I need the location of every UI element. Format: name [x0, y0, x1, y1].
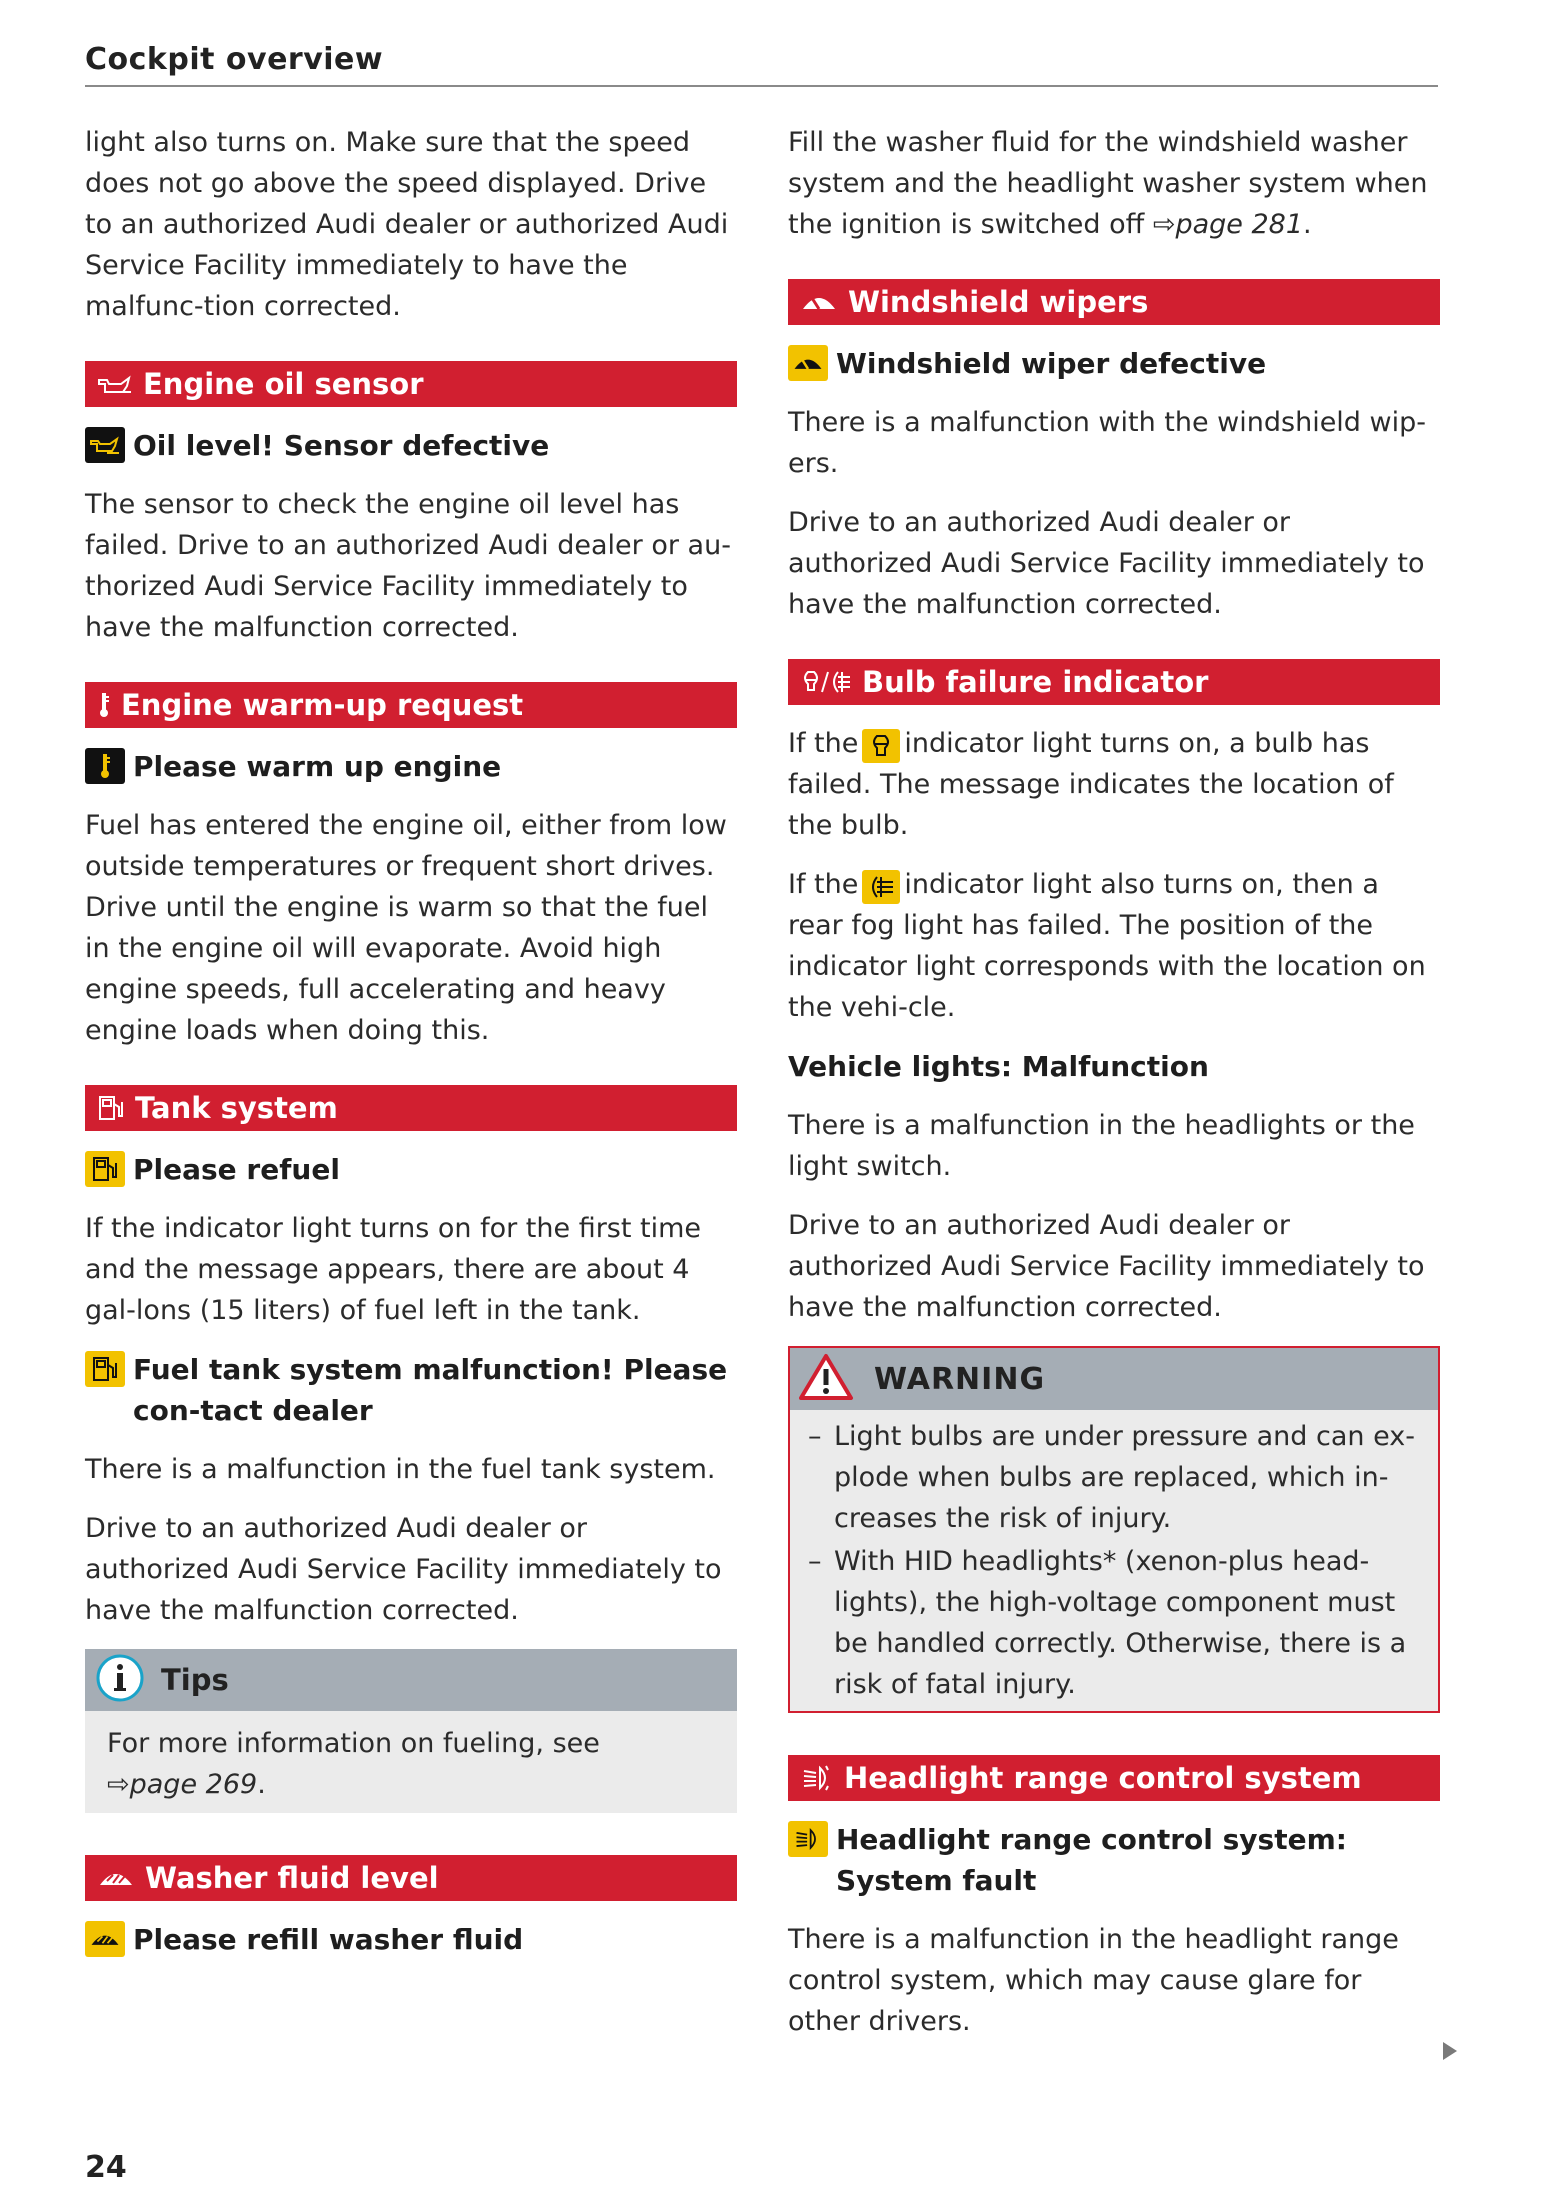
bulb-paragraph-3: There is a malfunction in the headlights or the light switch. — [788, 1110, 1415, 1182]
section-engine-warmup — [85, 682, 737, 728]
subsection-headlight-fault — [788, 1819, 1440, 1901]
warning-body — [790, 1410, 1438, 1711]
ref-arrow-icon: ⇨ — [1152, 209, 1176, 240]
page-header-title: Cockpit overview — [85, 42, 384, 77]
oil-paragraph: The sensor to check the engine oil level has failed. Drive to an authorized Audi dealer or au-thorized Audi Service Facility immediately to have the malfunction corrected. — [85, 489, 731, 643]
section-title: Washer fluid level — [145, 1861, 439, 1895]
wipers-paragraph-2: Drive to an authorized Audi dealer or authorized Audi Service Facility immediately to have the malfunction corrected. — [788, 507, 1425, 620]
tips-text-end: . — [257, 1769, 266, 1800]
washer-fill-paragraph — [788, 122, 1440, 245]
subsection-title: Please refill washer fluid — [133, 1923, 524, 1956]
section-title: Tank system — [135, 1091, 338, 1125]
warning-header — [790, 1348, 1438, 1410]
section-headlight-range — [788, 1755, 1440, 1801]
warning-item-text: With HID headlights* (xenon-plus head-lights), the high-voltage component must be handled correctly. Otherwise, there is a risk of fatal injury. — [834, 1546, 1407, 1700]
headlight-range-icon — [788, 1821, 828, 1857]
tips-text-main: For more information on fueling, see — [107, 1728, 600, 1759]
page-reference-link[interactable]: page 269 — [129, 1769, 258, 1800]
bulb-p1-after: indicator light turns on, a bulb has failed. The message indicates the location of the bulb. — [788, 728, 1394, 841]
wiper-icon — [788, 345, 828, 381]
fuel-pump-icon — [85, 1351, 125, 1387]
tips-body — [85, 1711, 737, 1813]
bulb-icon — [800, 668, 852, 696]
bulb-p2-before: If the — [788, 869, 859, 900]
warning-item-text: Light bulbs are under pressure and can ex-plode when bulbs are replaced, which in-creases the risk of injury. — [834, 1421, 1415, 1534]
ref-arrow-icon: ⇨ — [107, 1769, 130, 1800]
page-header — [85, 40, 1438, 87]
warning-triangle-icon — [798, 1353, 854, 1405]
subsection-title: Please warm up engine — [133, 750, 502, 783]
section-title: Windshield wipers — [848, 285, 1149, 319]
intro-paragraph: light also turns on. Make sure that the speed does not go above the speed displayed. Drive to an authorized Audi dealer or authorized Audi Service Facility immediately to have the malfunc-tion corrected. — [85, 127, 729, 322]
tips-title: Tips — [161, 1663, 229, 1697]
right-column — [788, 122, 1440, 2060]
washer-fill-text: Fill the washer fluid for the windshield washer system and the headlight washer system when the ignition is switched off — [788, 127, 1428, 240]
bulb-paragraph-2 — [788, 864, 1440, 1028]
section-windshield-wipers — [788, 279, 1440, 325]
tips-header — [85, 1649, 737, 1711]
section-tank-system — [85, 1085, 737, 1131]
subsection-fuel-tank-malfunction — [85, 1349, 737, 1431]
list-dash: – — [808, 1546, 822, 1577]
fuel-pump-icon — [97, 1094, 125, 1122]
tips-callout — [85, 1649, 737, 1813]
tank-paragraph-3: Drive to an authorized Audi dealer or authorized Audi Service Facility immediately to have the malfunction corrected. — [85, 1513, 722, 1626]
thermometer-icon — [85, 748, 125, 784]
subsection-oil-level — [85, 425, 737, 466]
oil-can-icon — [97, 372, 133, 396]
fuel-pump-icon — [85, 1151, 125, 1187]
tank-paragraph-1: If the indicator light turns on for the first time and the message appears, there are about 4 gal-lons (15 liters) of fuel left in the tank. — [85, 1213, 702, 1326]
thermometer-icon — [97, 691, 111, 719]
section-title: Bulb failure indicator — [862, 665, 1209, 699]
left-column — [85, 122, 737, 1978]
bulb-paragraph-4: Drive to an authorized Audi dealer or authorized Audi Service Facility immediately to have the malfunction corrected. — [788, 1210, 1425, 1323]
page-number: 24 — [85, 2150, 127, 2185]
washer-fill-end: . — [1303, 209, 1312, 240]
bulb-paragraph-1 — [788, 723, 1440, 846]
subsection-wiper-defective — [788, 343, 1440, 384]
section-title: Engine oil sensor — [143, 367, 424, 401]
warmup-paragraph: Fuel has entered the engine oil, either from low outside temperatures or frequent short drives. Drive until the engine is warm so that the fuel in the engine oil will evaporate. Avoid high engine speeds, full accelerating and heavy engine loads when doing this. — [85, 810, 727, 1046]
section-engine-oil-sensor — [85, 361, 737, 407]
subsection-title: Headlight range control system: System fault — [836, 1823, 1347, 1897]
subsection-title: Fuel tank system malfunction! Please con-tact dealer — [133, 1353, 728, 1427]
rear-fog-light-icon — [862, 870, 900, 904]
oil-can-icon — [85, 427, 125, 463]
wiper-icon — [800, 291, 838, 313]
page-reference-link[interactable]: page 281 — [1175, 209, 1304, 240]
subsection-title: Please refuel — [133, 1153, 340, 1186]
subsection-title: Windshield wiper defective — [836, 347, 1267, 380]
headlight-paragraph: There is a malfunction in the headlight range control system, which may cause glare for other drivers. — [788, 1924, 1399, 2037]
next-page-arrow-icon[interactable] — [1441, 2040, 1459, 2066]
section-title: Headlight range control system — [844, 1761, 1362, 1795]
subsection-title: Oil level! Sensor defective — [133, 429, 550, 462]
bulb-icon — [862, 729, 900, 763]
tips-text — [107, 1723, 715, 1805]
bulb-p2-after: indicator light also turns on, then a rear fog light has failed. The position of the indicator light corresponds with the location on the vehi-cle. — [788, 869, 1426, 1023]
headlight-range-icon — [800, 1764, 834, 1792]
list-dash: – — [808, 1421, 822, 1452]
subsection-refill-washer — [85, 1919, 737, 1960]
section-bulb-failure — [788, 659, 1440, 705]
warning-callout — [788, 1346, 1440, 1713]
washer-fluid-icon — [85, 1921, 125, 1957]
tank-paragraph-2: There is a malfunction in the fuel tank system. — [85, 1454, 716, 1485]
warning-item — [808, 1416, 1418, 1539]
bulb-p1-before: If the — [788, 728, 859, 759]
warning-title: WARNING — [874, 1361, 1046, 1397]
subsection-please-refuel — [85, 1149, 737, 1190]
warning-item — [808, 1541, 1418, 1705]
info-icon — [95, 1653, 145, 1707]
section-washer-fluid-level — [85, 1855, 737, 1901]
washer-fluid-icon — [97, 1867, 135, 1889]
wipers-paragraph-1: There is a malfunction with the windshield wip-ers. — [788, 407, 1426, 479]
subsection-warm-up — [85, 746, 737, 787]
section-title: Engine warm-up request — [121, 688, 524, 722]
subsection-vehicle-lights: Vehicle lights: Malfunction — [788, 1050, 1209, 1083]
